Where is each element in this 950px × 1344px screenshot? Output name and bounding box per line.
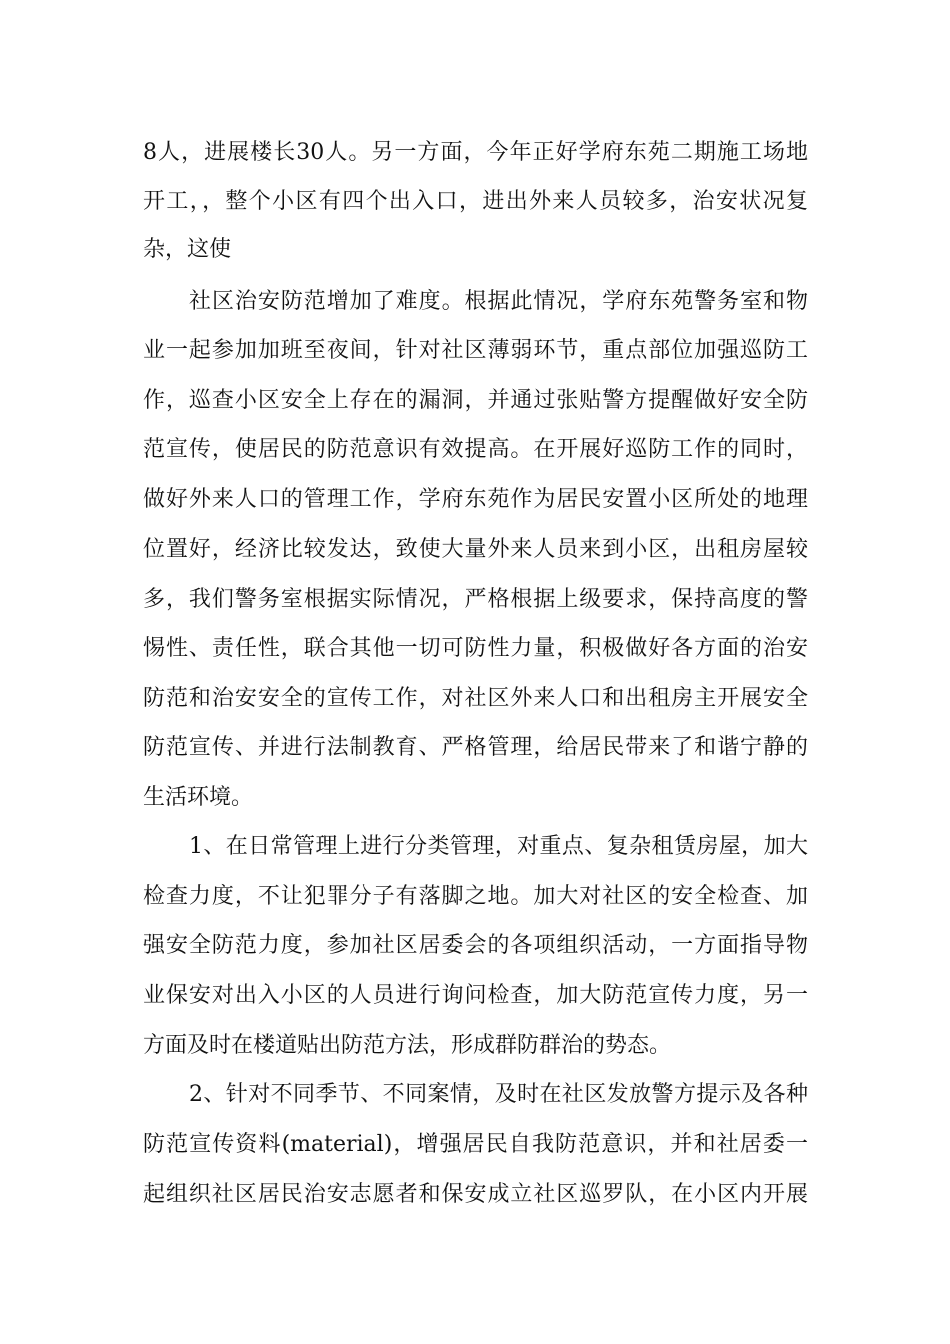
text-line: 做好外来人口的管理工作，学府东苑作为居民安置小区所处的地理 — [143, 487, 808, 512]
text-line: 业一起参加加班至夜间，针对社区薄弱环节，重点部位加强巡防工 — [143, 338, 808, 363]
text-line: 防范宣传资料(material)，增强居民自我防范意识，并和社居委一 — [143, 1132, 808, 1157]
text-line: 检查力度，不让犯罪分子有落脚之地。加大对社区的安全检查、加 — [143, 884, 808, 909]
text-line: 防范和治安安全的宣传工作，对社区外来人口和出租房主开展安全 — [143, 686, 808, 711]
text-line: 防范宣传、并进行法制教育、严格管理，给居民带来了和谐宁静的 — [143, 735, 808, 760]
text-line: 位置好，经济比较发达，致使大量外来人员来到小区，出租房屋较 — [143, 537, 808, 562]
text-line: 8人，进展楼长30人。另一方面，今年正好学府东苑二期施工场地 — [143, 140, 808, 165]
paragraph-first-line: 社区治安防范增加了难度。根据此情况，学府东苑警务室和物 — [189, 289, 808, 314]
paragraph-first-line: 1、在日常管理上进行分类管理，对重点、复杂租赁房屋，加大 — [189, 834, 808, 859]
text-line: 开工，，整个小区有四个出入口，进出外来人员较多，治安状况复 — [143, 189, 808, 214]
text-line: 生活环境。 — [143, 785, 254, 810]
text-line: 多，我们警务室根据实际情况，严格根据上级要求，保持高度的警 — [143, 587, 808, 612]
text-line: 杂，这使 — [143, 237, 232, 262]
text-line: 作，巡查小区安全上存在的漏洞，并通过张贴警方提醒做好安全防 — [143, 388, 808, 413]
text-line: 范宣传，使居民的防范意识有效提高。在开展好巡防工作的同时， — [143, 437, 808, 462]
text-line: 业保安对出入小区的人员进行询问检查，加大防范宣传力度，另一 — [143, 983, 808, 1008]
paragraph-first-line: 2、针对不同季节、不同案情，及时在社区发放警方提示及各种 — [189, 1082, 808, 1107]
text-line: 方面及时在楼道贴出防范方法，形成群防群治的势态。 — [143, 1033, 672, 1058]
text-line: 惕性、责任性，联合其他一切可防性力量，积极做好各方面的治安 — [143, 636, 808, 661]
text-line: 强安全防范力度，参加社区居委会的各项组织活动，一方面指导物 — [143, 933, 808, 958]
text-line: 起组织社区居民治安志愿者和保安成立社区巡罗队，在小区内开展 — [143, 1182, 808, 1207]
